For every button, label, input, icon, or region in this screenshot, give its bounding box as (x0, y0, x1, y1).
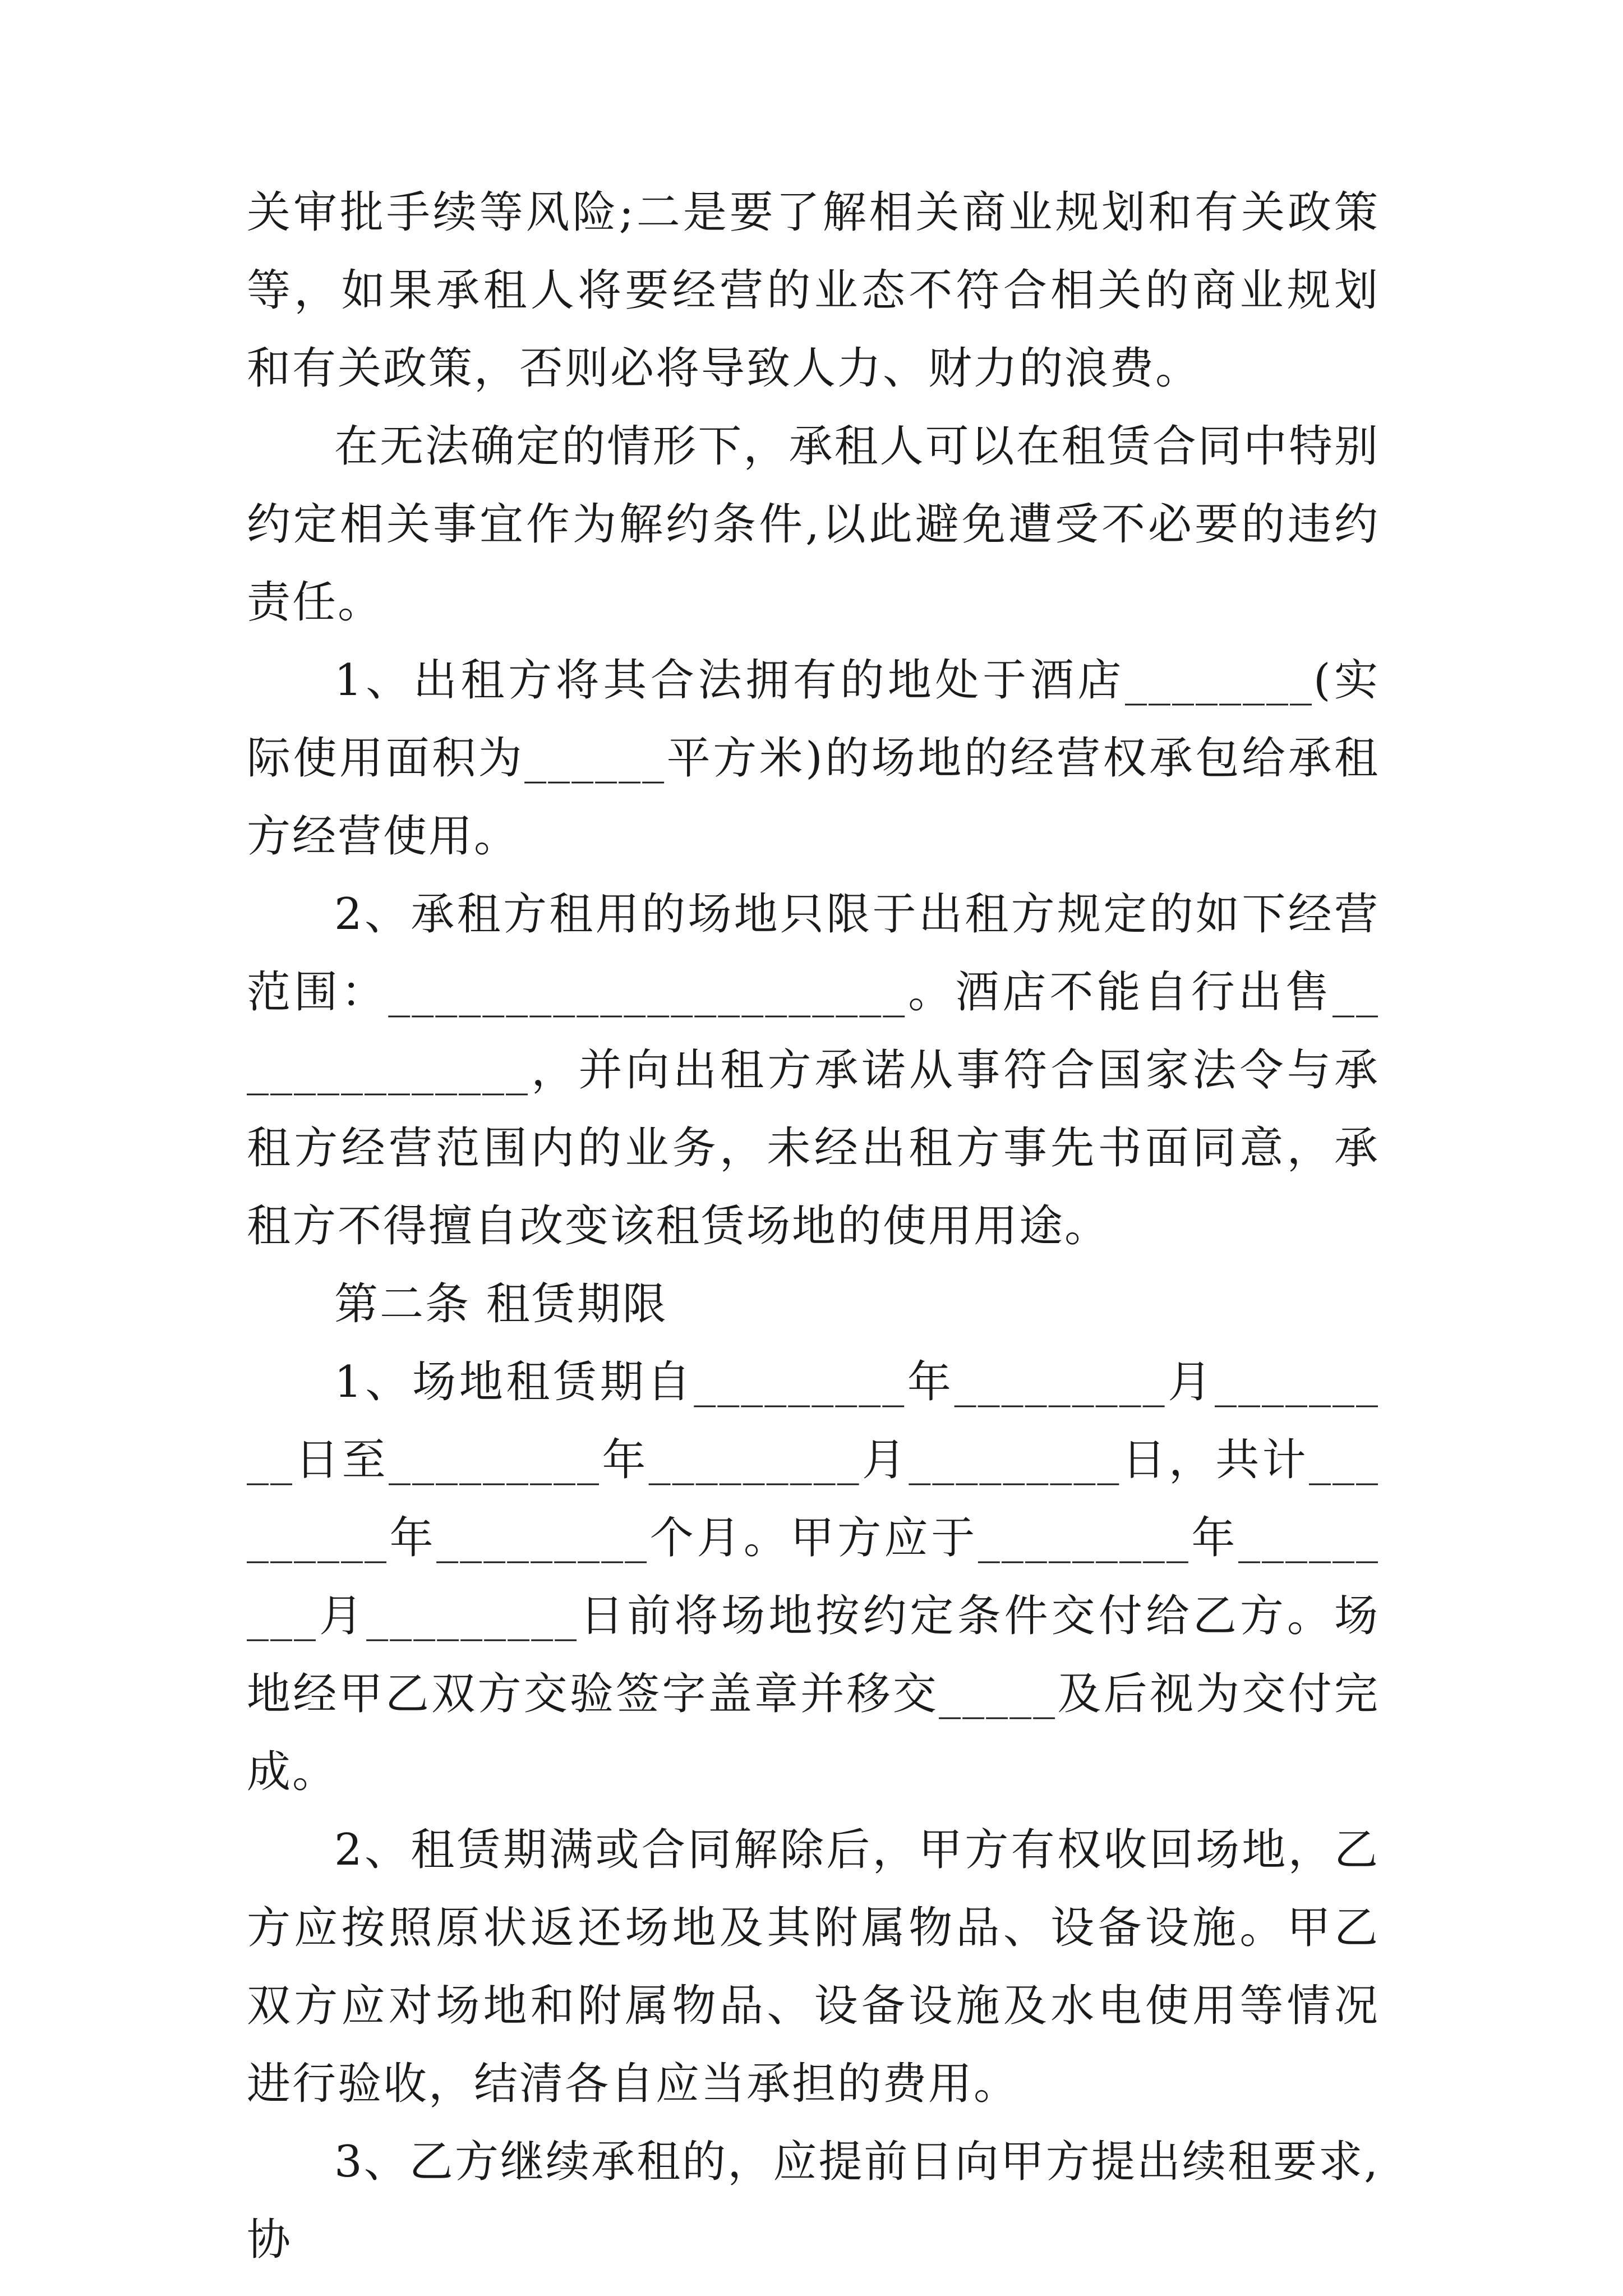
paragraph-clause-2-scope: 2、承租方租用的场地只限于出租方规定的如下经营范围：______________________。酒店不能自行出售______________，并向出租方承诺从事符合国家法令与承租方经营范围内的业务，未经出租方事先书面同意，承租方不得擅自改变该租赁场地的使用用途。 (247, 889, 1380, 1251)
paragraph-termination-condition: 在无法确定的情形下，承租人可以在租赁合同中特别约定相关事宜作为解约条件,以此避免遭受不必要的违约责任。 (247, 421, 1380, 628)
paragraph-approval-risk: 关审批手续等风险;二是要了解相关商业规划和有关政策等，如果承租人将要经营的业态不符合相关的商业规划和有关政策，否则必将导致人力、财力的浪费。 (247, 187, 1380, 394)
paragraph-lease-expiry: 2、租赁期满或合同解除后，甲方有权收回场地，乙方应按照原状返还场地及其附属物品、设备设施。甲乙双方应对场地和附属物品、设备设施及水电使用等情况进行验收，结清各自应当承担的费用。 (247, 1825, 1380, 2109)
paragraph-lease-period: 1、场地租赁期自_________年_________月_________日至_________年_________月_________日，共计_________年_________个月。甲方应于_________年_________月_________日前将场地按约定条件交付给乙方。场地经甲乙双方交验签字盖章并移交_____及后视为交付完成。 (247, 1357, 1380, 1797)
document-page (247, 174, 1380, 2279)
paragraph-lease-renewal: 3、乙方继续承租的，应提前日向甲方提出续租要求,协 (247, 2137, 1380, 2265)
paragraph-clause-1-premises: 1、出租方将其合法拥有的地处于酒店________(实际使用面积为______平方米)的场地的经营权承包给承租方经营使用。 (247, 655, 1380, 862)
section-heading-lease-term: 第二条 租赁期限 (334, 1279, 668, 1329)
